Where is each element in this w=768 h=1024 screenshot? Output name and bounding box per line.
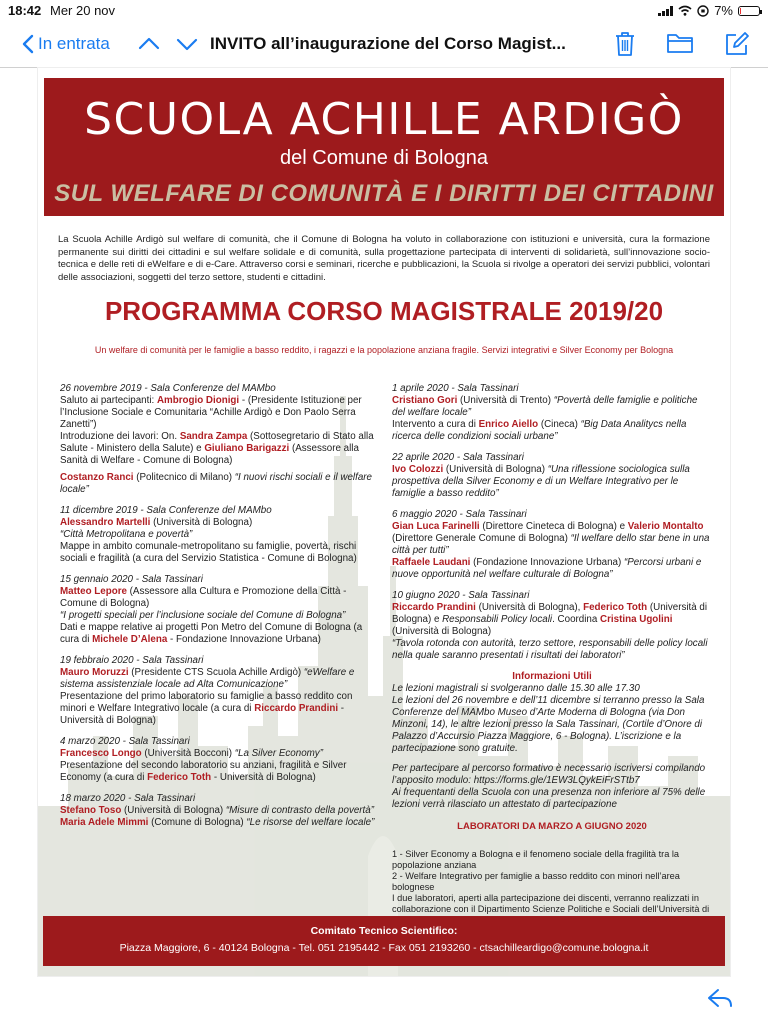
- lesson-entry: [60, 574, 378, 646]
- footer-title: Comitato Tecnico Scientifico:: [310, 925, 458, 937]
- speaker-name: Maria Adele Mimmi: [60, 817, 149, 828]
- lesson-text: (Sottosegretario di Stato alla Salute - Ministero della Salute) e: [60, 431, 374, 454]
- lesson-venue: - Sala Tassinari: [125, 793, 196, 804]
- lesson-text: (Presidente CTS Scuola Achille Ardigò): [128, 667, 304, 678]
- lesson-entry: [60, 383, 378, 496]
- lesson-date: 4 marzo 2020: [60, 736, 120, 747]
- lesson-text: Presentazione del secondo laboratorio su anziani, fragilità e Silver Economy (a cura di: [60, 760, 347, 783]
- lesson-text: (Direttore Generale Comune di Bologna): [392, 533, 571, 544]
- program-title: PROGRAMMA CORSO MAGISTRALE 2019/20: [104, 296, 664, 326]
- lesson-text: (Assessore alla Cultura e Promozione della Città - Comune di Bologna): [60, 586, 347, 609]
- lesson-text: Intervento a cura di: [392, 419, 479, 430]
- lesson-text: (Comune di Bologna): [148, 817, 247, 828]
- speaker-name: Alessandro Martelli: [60, 517, 151, 528]
- lesson-topic: “Tavola rotonda con autorità, terzo settore, responsabili delle policy locali nella quale saranno presentati i risultati dei laboratori”: [392, 638, 708, 661]
- signal-icon: [658, 6, 673, 16]
- message-subject: INVITO all’inaugurazione del Corso Magist...: [210, 34, 566, 53]
- lesson-text: (Università di Bologna),: [475, 602, 584, 613]
- lesson-entry: [60, 655, 378, 727]
- lesson-date: 10 giugno 2020: [392, 590, 460, 601]
- reply-button[interactable]: [706, 986, 734, 1015]
- lesson-topic: “Una riflessione sociologica sulla prospettiva della Silver Economy e di un Welfare Integrativo per le famiglie a basso reddito”: [392, 464, 690, 499]
- labs-section: [392, 821, 712, 926]
- lesson-text: - Fondazione Innovazione Urbana): [167, 634, 321, 645]
- school-title: SCUOLA ACHILLE ARDIGÒ: [84, 94, 684, 145]
- move-to-folder-button[interactable]: [666, 31, 694, 62]
- speaker-name: Matteo Lepore: [60, 586, 127, 597]
- speaker-name: Giuliano Barigazzi: [204, 443, 290, 454]
- lesson-topic: “La Silver Economy”: [234, 748, 323, 759]
- speaker-name: Federico Toth: [147, 772, 212, 783]
- invitation-flyer: [38, 68, 730, 976]
- lesson-text: Introduzione dei lavori: On.: [60, 431, 180, 442]
- info-title: Informazioni Utili: [512, 671, 592, 682]
- lesson-text: Presentazione del primo laboratorio su famiglie a basso reddito con minori e Welfare Integrativo locale (a cura di: [60, 691, 353, 714]
- lesson-topic: “Povertà delle famiglie e politiche del welfare locale”: [392, 395, 698, 418]
- lesson-date: 15 gennaio 2020: [60, 574, 134, 585]
- lesson-venue: - Sala Conferenze del MAMbo: [141, 383, 276, 394]
- lab-item: 1 - Silver Economy a Bologna e il fenomeno sociale della fragilità tra la popolazione anziana: [392, 849, 680, 870]
- lesson-topic: “Il welfare dello star bene in una città per tutti”: [392, 533, 710, 556]
- speaker-name: Michele D’Alena: [92, 634, 168, 645]
- back-button[interactable]: [22, 34, 110, 54]
- lesson-text: (Direttore Cineteca di Bologna) e: [479, 521, 628, 532]
- speaker-name: Francesco Longo: [60, 748, 142, 759]
- lesson-text: (Università di Bologna) e: [392, 602, 708, 625]
- lesson-text: (Università di Bologna): [150, 517, 253, 528]
- status-time: 18:42: [8, 3, 42, 18]
- reply-icon: [706, 986, 734, 1010]
- trash-icon: [614, 31, 636, 57]
- speaker-name: Cristina Ugolini: [600, 614, 673, 625]
- speaker-name: Stefano Toso: [60, 805, 122, 816]
- orientation-lock-icon: [697, 5, 709, 17]
- lesson-text: (Politecnico di Milano): [133, 472, 235, 483]
- program-left-column: [60, 383, 378, 838]
- intro-paragraph: La Scuola Achille Ardigò sul welfare di comunità, che il Comune di Bologna ha voluto in collaborazione con istituzioni e università, cura la formazione permanente sui diritti dei cittadini e sul welfare solidale e di comunità, sulla progettazione partecipata di interventi di solidarietà, sull’innovazione socio-tecnica e delle reti di eWelfare e di e-Care. Attraverso corsi e seminari, ricerche e pubblicazioni, la Scuola si rivolge a operatori dei servizi pubblici, volontari delle associazioni, soggetti del terzo settore, studenti e cittadini.: [58, 234, 710, 283]
- lesson-entry: [392, 452, 712, 500]
- lesson-topic: “Le risorse del welfare locale”: [246, 817, 375, 828]
- lesson-text: (Assessore alla Sanità di Welfare - Comune di Bologna): [60, 443, 359, 466]
- lesson-text: (Università di Bologna): [392, 626, 492, 637]
- school-subtitle: del Comune di Bologna: [280, 147, 488, 169]
- lesson-entry: [392, 509, 712, 581]
- flyer-header: [44, 78, 724, 216]
- lesson-text: (Fondazione Innovazione Urbana): [470, 557, 624, 568]
- battery-icon: [738, 6, 760, 16]
- lesson-venue: - Sala Tassinari: [133, 655, 204, 666]
- speaker-name: Enrico Aiello: [478, 419, 539, 430]
- speaker-name: Ivo Colozzi: [392, 464, 444, 475]
- info-text: Per partecipare al percorso formativo è necessario iscriversi compilando l’apposito modulo: https://forms.gle/1EW3LQykEiFrSTtb7: [392, 763, 706, 786]
- message-actions: [614, 31, 750, 62]
- status-indicators: [658, 3, 760, 18]
- speaker-name: Riccardo Prandini: [254, 703, 339, 714]
- school-tagline: SUL WELFARE DI COMUNITÀ E I DIRITTI DEI CITTADINI: [54, 180, 714, 207]
- lesson-topic: “Misure di contrasto della povertà”: [225, 805, 374, 816]
- wifi-icon: [678, 5, 692, 16]
- lesson-text: - Università di Bologna): [211, 772, 316, 783]
- lesson-topic: “Città Metropolitana e povertà”: [60, 529, 193, 540]
- labs-title: LABORATORI DA MARZO A GIUGNO 2020: [457, 821, 647, 832]
- speaker-name: Raffaele Laudani: [392, 557, 471, 568]
- battery-percent: 7%: [714, 3, 733, 18]
- lesson-text: - (Presidente Istituzione per l’Inclusione Sociale e Comunitaria “Achille Ardigò e Don Paolo Serra Zanetti”): [60, 395, 362, 430]
- lesson-date: 1 aprile 2020: [392, 383, 449, 394]
- lesson-date: 18 marzo 2020: [60, 793, 126, 804]
- folder-icon: [666, 31, 694, 55]
- lesson-entry: [392, 590, 712, 662]
- lesson-text: (Università di Bologna): [121, 805, 226, 816]
- status-bar: [0, 0, 768, 22]
- speaker-name: Riccardo Prandini: [392, 602, 476, 613]
- lesson-topic: “I progetti speciali per l’inclusione sociale del Comune di Bologna”: [60, 610, 346, 621]
- info-text: Le lezioni del 26 novembre e dell’11 dicembre si terranno presso la Sala Conferenze del MAMbo Museo d’Arte Moderna di Bologna (via Don Minzoni, 14), le altre lezioni presso la Sala Tassinari, (Cortile d’Onore di Palazzo d’Accursio Piazza Maggiore, 6 - Bologna). L’iscrizione e la partecipazione sono gratuite.: [392, 695, 705, 754]
- next-message-button[interactable]: [175, 32, 199, 61]
- speaker-name: Cristiano Gori: [392, 395, 458, 406]
- lesson-topic: “Big Data Analitycs nella ricerca delle condizioni sociali urbane”: [392, 419, 687, 442]
- lesson-text: Mappe in ambito comunale-metropolitano su famiglie, povertà, rischi sociali e fragilità (a cura del Servizio Statistica - Comune di Bologna): [60, 541, 357, 564]
- lab-note: I due laboratori, aperti alla partecipazione dei discenti, verranno realizzati in collaborazione con il Dipartimento Scienze Politiche e Sociali dell’Università di: [392, 893, 710, 914]
- info-text: Le lezioni magistrali si svolgeranno dalle 15.30 alle 17.30: [392, 683, 640, 694]
- speaker-name: Costanzo Ranci: [60, 472, 134, 483]
- lesson-topic: “eWelfare e sistema assistenziale locale ad Alta Comunicazione”: [60, 667, 355, 690]
- lesson-entry: [60, 505, 378, 565]
- lesson-entry: [392, 383, 712, 443]
- lesson-date: 19 febbraio 2020: [60, 655, 134, 666]
- trash-button[interactable]: [614, 31, 636, 62]
- lesson-venue: - Sala Conferenze del MAMbo: [137, 505, 272, 516]
- flyer-footer: [43, 916, 725, 966]
- program-subtitle: Un welfare di comunità per le famiglie a basso reddito, i ragazzi e la popolazione anziana fragile. Servizi integrativi e Silver Economy per Bologna: [94, 345, 674, 355]
- lesson-topic: “Percorsi urbani e nuove opportunità nel welfare culturale di Bologna”: [392, 557, 702, 580]
- useful-info: [392, 671, 712, 811]
- lesson-date: 11 dicembre 2019: [60, 505, 138, 516]
- lesson-entry: [60, 736, 378, 784]
- lesson-text: (Università di Bologna): [443, 464, 548, 475]
- lesson-date: 22 aprile 2020: [392, 452, 455, 463]
- lesson-venue: - Sala Tassinari: [133, 574, 203, 585]
- lesson-date: 26 novembre 2019: [60, 383, 142, 394]
- program-right-column: [392, 383, 712, 926]
- speaker-name: Sandra Zampa: [179, 431, 248, 442]
- speaker-name: Mauro Moruzzi: [60, 667, 129, 678]
- lesson-text: Saluto ai partecipanti:: [60, 395, 157, 406]
- compose-icon: [724, 31, 750, 57]
- lesson-venue: - Sala Tassinari: [456, 509, 527, 520]
- footer-address: Piazza Maggiore, 6 - 40124 Bologna - Tel. 051 2195442 - Fax 051 2193260 - ctsachilleardigo@comune.bologna.it: [119, 942, 649, 954]
- compose-button[interactable]: [724, 31, 750, 62]
- lesson-venue: - Sala Tassinari: [448, 383, 519, 394]
- lesson-entry: [60, 793, 378, 829]
- previous-message-button[interactable]: [137, 32, 161, 61]
- lesson-topic: “I nuovi rischi sociali e il welfare locale”: [60, 472, 372, 495]
- lesson-venue: - Sala Tassinari: [459, 590, 530, 601]
- lesson-date: 6 maggio 2020: [392, 509, 457, 520]
- lesson-text: (Università di Trento): [457, 395, 554, 406]
- lesson-text: (Università Bocconi): [141, 748, 235, 759]
- info-text: Ai frequentanti della Scuola con una presenza non inferiore al 75% delle lezioni verrà rilasciato un attestato di partecipazione: [392, 787, 706, 810]
- lab-item: 2 - Welfare Integrativo per famiglie a basso reddito con minori nell’area bolognese: [392, 871, 680, 892]
- lesson-text: (Cineca): [538, 419, 581, 430]
- chevron-left-icon: [22, 34, 34, 54]
- chevron-up-icon: [137, 32, 161, 56]
- back-label: In entrata: [38, 34, 110, 53]
- status-date: Mer 20 nov: [50, 3, 116, 18]
- lesson-text: - Università di Bologna): [60, 703, 345, 726]
- lesson-text: Dati e mappe relative ai progetti Pon Metro del Comune di Bologna (a cura di: [60, 622, 363, 645]
- speaker-name: Valerio Montalto: [627, 521, 704, 532]
- mail-toolbar: [0, 22, 768, 68]
- chevron-down-icon: [175, 32, 199, 56]
- message-navigation: [137, 32, 199, 61]
- lesson-venue: - Sala Tassinari: [454, 452, 524, 463]
- speaker-name: Federico Toth: [583, 602, 648, 613]
- lesson-text: Responsabili Policy locali: [442, 614, 553, 625]
- lesson-text: . Coordina: [552, 614, 601, 625]
- speaker-name: Gian Luca Farinelli: [392, 521, 480, 532]
- lesson-venue: - Sala Tassinari: [119, 736, 190, 747]
- speaker-name: Ambrogio Dionigi: [156, 395, 240, 406]
